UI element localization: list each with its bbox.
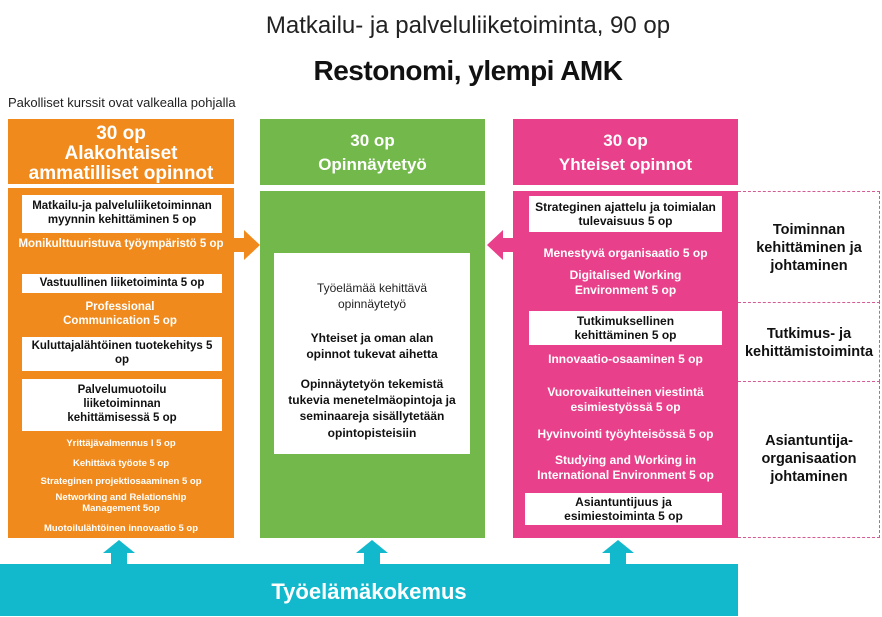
- middle-credits: 30 op: [350, 131, 395, 150]
- thesis-text-1: Työelämää kehittävä opinnäytetyö: [316, 281, 428, 311]
- thesis-text-3: Opinnäytetyön tekemistä tukevia menetelmäopintoja ja seminaareja sisällytetään opintopisteisiin: [288, 377, 456, 440]
- course-item: Kehittävä työote 5 op: [72, 458, 170, 469]
- course-item: Hyvinvointi työyhteisössä 5 op: [537, 427, 714, 441]
- middle-header-divider: [260, 185, 485, 191]
- up-arrow-left-icon: [103, 540, 135, 566]
- course-box: Vastuullinen liiketoiminta 5 op: [22, 274, 222, 293]
- course-box: Palvelumuotoilu liiketoiminnan kehittämisessä 5 op: [22, 379, 222, 431]
- course-item: Muotoilulähtöinen innovaatio 5 op: [43, 523, 199, 534]
- category-label: Tutkimus- ja kehittämistoiminta: [744, 326, 874, 361]
- left-title-line2: ammatilliset opinnot: [28, 163, 214, 184]
- left-credits: 30 op: [96, 123, 146, 144]
- page-title: Matkailu- ja palveluliiketoiminta, 90 op: [265, 12, 671, 39]
- work-experience-label: Työelämäkokemus: [271, 579, 467, 604]
- right-arrow-icon: [232, 230, 260, 260]
- up-arrow-middle-icon: [356, 540, 388, 566]
- course-box: Matkailu-ja palveluliiketoiminnan myynnin kehittäminen 5 op: [22, 195, 222, 233]
- right-header-divider: [513, 185, 738, 191]
- course-box: Strateginen ajattelu ja toimialan tulevaisuus 5 op: [529, 196, 722, 232]
- course-item: Innovaatio-osaaminen 5 op: [548, 352, 703, 366]
- left-arrow-icon: [487, 230, 516, 260]
- degree-title: Restonomi, ylempi AMK: [313, 55, 623, 86]
- course-item: Studying and Working in International Environment 5 op: [537, 453, 714, 482]
- right-title: Yhteiset opinnot: [558, 155, 693, 174]
- legend-note: Pakolliset kurssit ovat valkealla pohjalla: [8, 95, 236, 110]
- course-item: Yrittäjävalmennus I 5 op: [66, 438, 176, 449]
- category-label: Toiminnan kehittäminen ja johtaminen: [756, 222, 862, 275]
- up-arrow-right-icon: [602, 540, 634, 566]
- right-credits: 30 op: [603, 131, 648, 150]
- course-item: Networking and Relationship Management 5op: [55, 492, 187, 515]
- course-box: Asiantuntijuus ja esimiestoiminta 5 op: [525, 493, 722, 525]
- thesis-box: [274, 253, 470, 454]
- left-header-divider: [8, 184, 234, 188]
- course-item: Professional Communication 5 op: [63, 301, 177, 327]
- course-item: Monikulttuuristuva työympäristö 5 op: [18, 238, 224, 250]
- course-item: Digitalised Working Environment 5 op: [569, 268, 682, 297]
- course-item: Strateginen projektiosaaminen 5 op: [40, 476, 202, 487]
- course-box: Tutkimuksellinen kehittäminen 5 op: [529, 311, 722, 345]
- left-title-line1: Alakohtaiset: [64, 143, 178, 164]
- middle-title: Opinnäytetyö: [318, 155, 427, 174]
- course-box: Kuluttajalähtöinen tuotekehitys 5 op: [22, 337, 222, 371]
- thesis-text-2: Yhteiset ja oman alan opinnot tukevat aihetta: [306, 331, 438, 362]
- category-label: Asiantuntija-organisaation johtaminen: [761, 433, 857, 486]
- course-item: Vuorovaikutteinen viestintä esimiestyössä 5 op: [547, 385, 704, 414]
- course-item: Menestyvä organisaatio 5 op: [543, 246, 708, 260]
